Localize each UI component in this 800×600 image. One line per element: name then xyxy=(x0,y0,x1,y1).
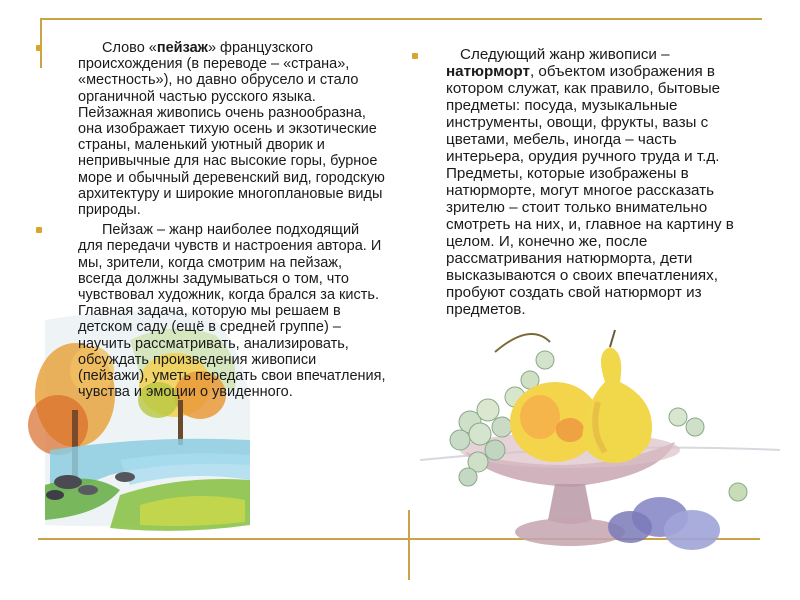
paragraph-prefix: Следующий жанр живописи – xyxy=(460,46,670,63)
term-still-life: натюрморт xyxy=(446,63,530,80)
bullet-icon xyxy=(36,45,42,51)
still-life-illustration xyxy=(420,322,780,560)
plums xyxy=(608,497,720,550)
paragraph-text: Пейзаж – жанр наиболее подходящий для передачи чувств и настроения автора. И мы, зрители, когда смотрим на пейзаж, всегда должны задумываться о том, что чувствовал художник, когда брался за кисть. Главная задача, которую мы решаем в детском саду (ещё в средней группе) – научить рассматривать, анализировать, обсуждать произведения живописи (пейзажи), уметь передать свои впечатления, чувства и эмоции о увиденного. xyxy=(78,222,386,401)
bullet-icon xyxy=(36,227,42,233)
landscape-genre-paragraph xyxy=(36,222,386,400)
bullet-icon xyxy=(412,53,418,59)
right-text-column xyxy=(410,46,750,322)
left-text-column xyxy=(36,40,386,404)
paragraph-prefix: Слово « xyxy=(102,40,157,56)
top-border-line xyxy=(40,18,762,20)
paragraph-suffix: , объектом изображения в котором служат, как правило, бытовые предметы: посуда, музыкальные инструменты, овощи, фрукты, вазы с цветами, мебель, иногда – часть интерьера, орудия ручного труда и т.д. Предметы, которые изображены в натюрморте, могут многое рассказать зрителю – стоит только внимательно смотреть на них, и, главное на картину в целом. И, конечно же, после рассматривания натюрморта, дети высказываются о своих впечатлениях, пробуют создать свой натюрморт из предметов. xyxy=(446,63,734,318)
paragraph-suffix: » французского происхождения (в переводе – «страна», «местность»), но давно обрусело и стало органичной частью русского языка. Пейзажная живопись очень разнообразна, она изображает тихую осень и экзотические страны, маленький уютный дворик и непривычные для нас высокие горы, бурное море и обычный деревенский вид, городскую архитектуру и широкие многоплановые виды природы. xyxy=(78,40,385,219)
bottom-divider-line xyxy=(408,510,410,580)
term-landscape: пейзаж xyxy=(156,40,208,56)
landscape-definition-paragraph xyxy=(36,40,386,218)
pear xyxy=(583,330,653,463)
still-life-paragraph xyxy=(410,46,750,318)
grapes-right xyxy=(669,408,747,501)
